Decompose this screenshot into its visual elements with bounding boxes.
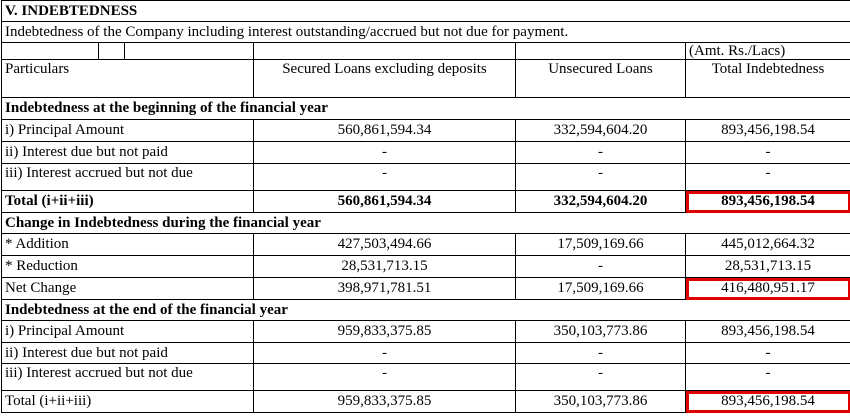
unsecured-value: - (516, 164, 686, 191)
total-value: - (686, 164, 850, 191)
table-row (2, 256, 850, 278)
total-value-highlighted: 416,480,951.17 (686, 278, 850, 300)
secured-value: - (254, 142, 516, 164)
unsecured-value: 17,509,169.66 (516, 234, 686, 256)
row-label: * Addition (2, 234, 254, 256)
row-label: Net Change (2, 278, 254, 300)
subtitle: Indebtedness of the Company including interest outstanding/accrued but not due for payment. (2, 22, 850, 43)
column-header-secured: Secured Loans excluding deposits (254, 60, 516, 98)
secured-value: 427,503,494.66 (254, 234, 516, 256)
unsecured-value: 17,509,169.66 (516, 278, 686, 300)
section-title: V. INDEBTEDNESS (2, 1, 850, 22)
total-value-highlighted: 893,456,198.54 (686, 391, 850, 413)
table-row (2, 343, 850, 364)
column-header-particulars: Particulars (2, 60, 254, 98)
spacer-cell (2, 43, 99, 60)
table-row (2, 364, 850, 391)
spacer-cell (99, 43, 125, 60)
unsecured-value: 332,594,604.20 (516, 191, 686, 213)
section-heading-beginning: Indebtedness at the beginning of the financial year (2, 98, 850, 120)
total-value: 445,012,664.32 (686, 234, 850, 256)
spacer-cell (516, 43, 686, 60)
row-label: iii) Interest accrued but not due (2, 364, 254, 391)
spacer-cell (254, 43, 516, 60)
table-row (2, 164, 850, 191)
row-label: iii) Interest accrued but not due (2, 164, 254, 191)
total-value: - (686, 142, 850, 164)
unsecured-value: 350,103,773.86 (516, 321, 686, 343)
secured-value: 28,531,713.15 (254, 256, 516, 278)
secured-value: 560,861,594.34 (254, 120, 516, 142)
section-heading-end: Indebtedness at the end of the financial year (2, 300, 850, 321)
secured-value: - (254, 164, 516, 191)
total-value: - (686, 364, 850, 391)
row-label: ii) Interest due but not paid (2, 343, 254, 364)
unsecured-value: - (516, 364, 686, 391)
row-label: Total (i+ii+iii) (2, 191, 254, 213)
unsecured-value: - (516, 343, 686, 364)
total-value-highlighted: 893,456,198.54 (686, 191, 850, 213)
secured-value: - (254, 343, 516, 364)
unsecured-value: - (516, 256, 686, 278)
total-value: 893,456,198.54 (686, 321, 850, 343)
total-value: - (686, 343, 850, 364)
table-row (2, 278, 850, 300)
unsecured-value: 332,594,604.20 (516, 120, 686, 142)
row-label: ii) Interest due but not paid (2, 142, 254, 164)
secured-value: 560,861,594.34 (254, 191, 516, 213)
unsecured-value: - (516, 142, 686, 164)
total-row (2, 191, 850, 213)
secured-value: 959,833,375.85 (254, 391, 516, 413)
unsecured-value: 350,103,773.86 (516, 391, 686, 413)
total-value: 28,531,713.15 (686, 256, 850, 278)
secured-value: - (254, 364, 516, 391)
row-label: i) Principal Amount (2, 120, 254, 142)
unit-note: (Amt. Rs./Lacs) (686, 43, 850, 60)
indebtedness-table (1, 0, 850, 413)
column-header-total: Total Indebtedness (686, 60, 850, 98)
secured-value: 398,971,781.51 (254, 278, 516, 300)
row-label: Total (i+ii+iii) (2, 391, 254, 413)
table-row (2, 142, 850, 164)
row-label: i) Principal Amount (2, 321, 254, 343)
spacer-cell (125, 43, 254, 60)
table-row (2, 120, 850, 142)
table-row (2, 234, 850, 256)
row-label: * Reduction (2, 256, 254, 278)
section-heading-change: Change in Indebtedness during the financial year (2, 213, 850, 234)
total-value: 893,456,198.54 (686, 120, 850, 142)
secured-value: 959,833,375.85 (254, 321, 516, 343)
column-header-unsecured: Unsecured Loans (516, 60, 686, 98)
total-row (2, 391, 850, 413)
table-row (2, 321, 850, 343)
